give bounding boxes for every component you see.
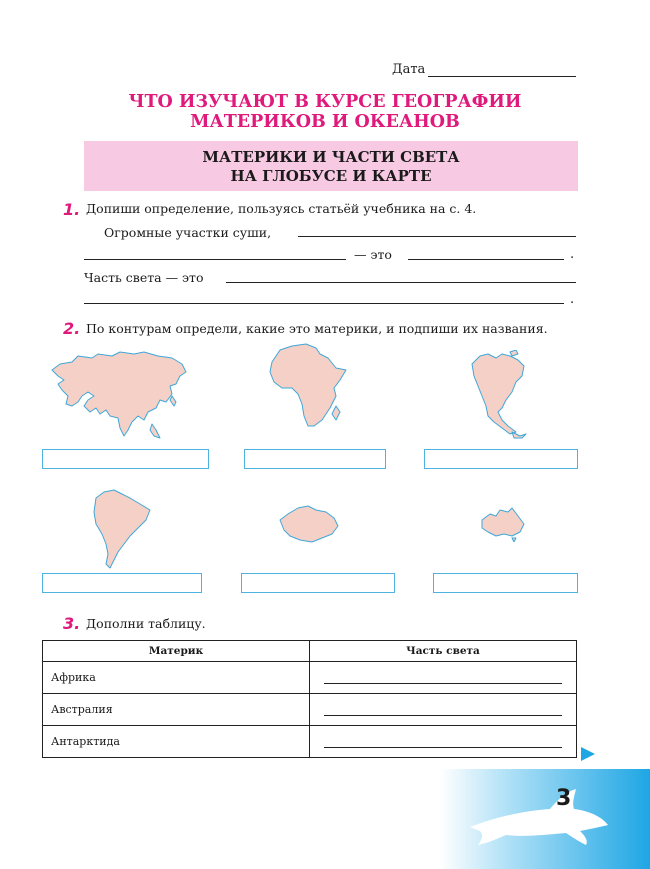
answer-box-africa[interactable] xyxy=(244,449,386,469)
table-row xyxy=(43,694,577,726)
answer-line-1[interactable] xyxy=(298,236,576,237)
page-corner xyxy=(440,769,650,869)
section-title-line1: МАТЕРИКИ И ЧАСТИ СВЕТА xyxy=(202,148,460,166)
answer-box-australia[interactable] xyxy=(433,573,578,593)
south-america-icon xyxy=(90,488,154,572)
page-title-line2: МАТЕРИКОВ И ОКЕАНОВ xyxy=(190,112,460,132)
table-cell-continent: Африка xyxy=(43,662,310,694)
answer-box-north-america[interactable] xyxy=(424,449,578,469)
section-title xyxy=(84,148,578,186)
task1-prompt2: Часть света — это xyxy=(84,270,204,285)
table-row xyxy=(43,662,577,694)
answer-line-5[interactable] xyxy=(84,303,564,304)
table-cell-answer[interactable] xyxy=(310,726,577,758)
task1-number: 1. xyxy=(63,200,81,219)
task2-number: 2. xyxy=(63,319,81,338)
page-title-line1: ЧТО ИЗУЧАЮТ В КУРСЕ ГЕОГРАФИИ xyxy=(128,92,522,112)
task3-number: 3. xyxy=(63,614,81,633)
period-2: . xyxy=(570,292,575,307)
column-header-part-of-world: Часть света xyxy=(310,641,577,662)
answer-line-3[interactable] xyxy=(408,259,564,260)
table-answer-line[interactable] xyxy=(324,683,562,684)
next-arrow-icon xyxy=(580,746,596,762)
table-row xyxy=(43,726,577,758)
africa-icon xyxy=(262,340,354,434)
table-cell-answer[interactable] xyxy=(310,662,577,694)
answer-box-eurasia[interactable] xyxy=(42,449,209,469)
north-america-icon xyxy=(466,350,536,440)
section-title-line2: НА ГЛОБУСЕ И КАРТЕ xyxy=(230,167,432,185)
answer-box-antarctica[interactable] xyxy=(241,573,395,593)
australia-icon xyxy=(478,506,526,542)
task2-text: По контурам определи, какие это материки, и подпиши их названия. xyxy=(86,321,548,336)
eurasia-icon xyxy=(48,350,190,442)
table-answer-line[interactable] xyxy=(324,715,562,716)
task3-text: Дополни таблицу. xyxy=(86,616,206,631)
table-answer-line[interactable] xyxy=(324,747,562,748)
page-number: 3 xyxy=(556,786,572,811)
table-cell-continent: Австралия xyxy=(43,694,310,726)
answer-line-2[interactable] xyxy=(84,259,346,260)
antarctica-icon xyxy=(276,500,342,546)
column-header-continent: Материк xyxy=(43,641,310,662)
task1-dash-this: — это xyxy=(354,247,392,262)
date-label: Дата xyxy=(392,62,426,77)
task1-prompt1: Огромные участки суши, xyxy=(104,225,272,240)
table-header-row xyxy=(43,641,577,662)
answer-line-4[interactable] xyxy=(226,282,576,283)
period-1: . xyxy=(570,247,575,262)
task1-text: Допиши определение, пользуясь статьёй учебника на с. 4. xyxy=(86,201,477,216)
table-cell-answer[interactable] xyxy=(310,694,577,726)
answer-box-south-america[interactable] xyxy=(42,573,202,593)
continents-table xyxy=(42,640,577,758)
table-cell-continent: Антарктида xyxy=(43,726,310,758)
date-field[interactable] xyxy=(428,76,576,77)
